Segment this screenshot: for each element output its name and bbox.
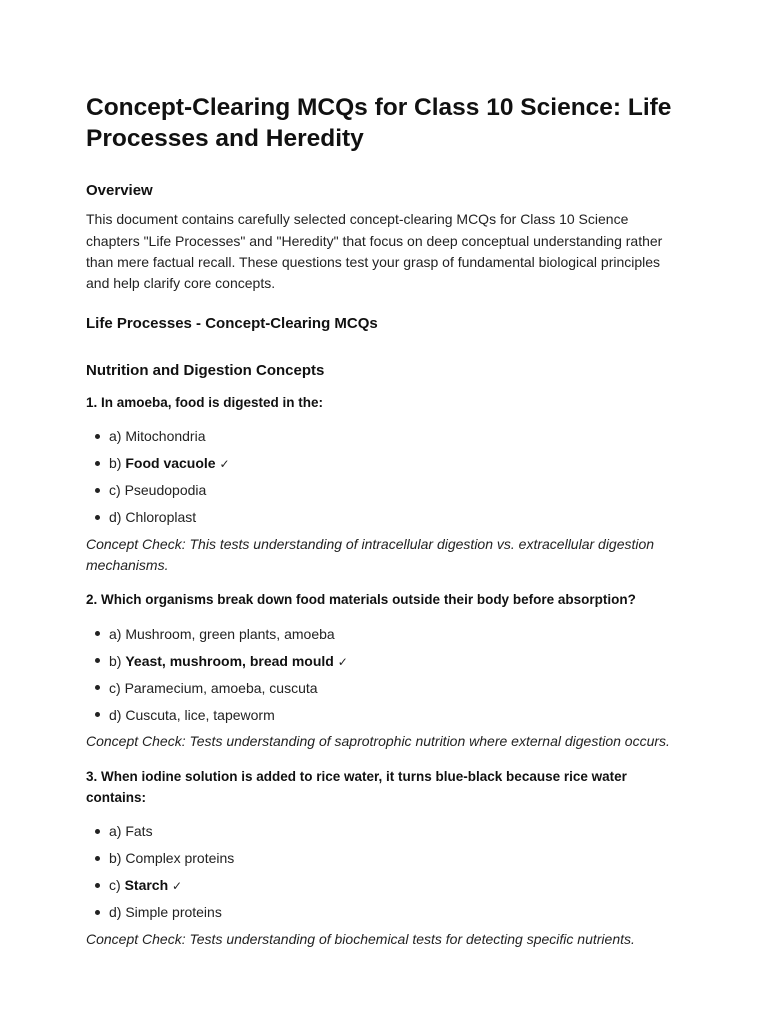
option — [86, 624, 682, 644]
bullet-icon — [95, 856, 100, 861]
question-block — [86, 766, 682, 950]
option-correct — [86, 453, 682, 473]
option — [86, 480, 682, 500]
question-text: 3. When iodine solution is added to rice water, it turns blue-black because rice water contains: — [86, 768, 627, 805]
option-text: Yeast, mushroom, bread mould — [125, 652, 334, 669]
overview-paragraph: This document contains carefully selected concept-clearing MCQs for Class 10 Science chapters "Life Processes" and "Heredity" that focus on deep conceptual understanding rather than mere factual recall. These questions test your grasp of fundamental biological principles and help clarify core concepts. — [86, 211, 663, 292]
checkmark-icon: ✓ — [172, 879, 183, 893]
option-text: Simple proteins — [125, 904, 222, 920]
option-text: Starch — [124, 877, 169, 893]
document-content — [86, 92, 682, 950]
option-text: Cuscuta, lice, tapeworm — [125, 706, 275, 723]
bullet-icon — [95, 461, 100, 466]
bullet-icon — [95, 515, 100, 520]
option-text: Paramecium, amoeba, cuscuta — [124, 679, 318, 696]
option-label: c) — [109, 877, 121, 893]
question-text: 2. Which organisms break down food materials outside their body before absorption? — [86, 592, 636, 607]
option-label: d) — [109, 904, 122, 920]
option — [86, 705, 682, 725]
option-label: d) — [109, 509, 122, 525]
question-block — [86, 589, 682, 752]
option-text: Pseudopodia — [124, 482, 207, 498]
option — [86, 821, 682, 841]
bullet-icon — [95, 631, 100, 636]
option-correct — [86, 651, 682, 671]
option-list — [86, 426, 682, 527]
question-block — [86, 392, 682, 576]
option-correct — [86, 875, 682, 895]
checkmark-icon: ✓ — [337, 654, 348, 669]
option-text: Chloroplast — [125, 509, 197, 525]
bullet-icon — [95, 685, 100, 690]
bullet-icon — [95, 712, 100, 717]
overview-heading: Overview — [86, 182, 153, 199]
option-label: a) — [109, 823, 122, 839]
checkmark-icon: ✓ — [219, 457, 230, 471]
option — [86, 426, 682, 446]
section-heading: Life Processes - Concept-Clearing MCQs — [86, 315, 378, 332]
option-text: Food vacuole — [125, 455, 216, 471]
option — [86, 902, 682, 922]
option-label: d) — [109, 706, 122, 723]
bullet-icon — [95, 658, 100, 663]
option-label: c) — [109, 679, 121, 696]
option — [86, 507, 682, 527]
option — [86, 678, 682, 698]
bullet-icon — [95, 488, 100, 493]
option-text: Mitochondria — [125, 428, 206, 444]
option-label: a) — [109, 428, 122, 444]
option-text: Mushroom, green plants, amoeba — [125, 625, 335, 642]
option — [86, 848, 682, 868]
bullet-icon — [95, 910, 100, 915]
document-title: Concept-Clearing MCQs for Class 10 Science: Life Processes and Heredity — [86, 94, 672, 152]
concept-check: Concept Check: This tests understanding of intracellular digestion vs. extracellular digestion mechanisms. — [86, 535, 655, 573]
option-text: Complex proteins — [125, 850, 235, 866]
concept-check: Concept Check: Tests understanding of biochemical tests for detecting specific nutrients. — [86, 930, 635, 947]
option-label: c) — [109, 482, 121, 498]
option-label: b) — [109, 652, 122, 669]
subsection-heading: Nutrition and Digestion Concepts — [86, 362, 325, 379]
option-label: a) — [109, 625, 122, 642]
option-list — [86, 624, 682, 725]
question-text: 1. In amoeba, food is digested in the: — [86, 394, 324, 410]
bullet-icon — [95, 829, 100, 834]
option-label: b) — [109, 455, 122, 471]
bullet-icon — [95, 434, 100, 439]
option-text: Fats — [125, 823, 153, 839]
concept-check: Concept Check: Tests understanding of saprotrophic nutrition where external digestion occurs. — [86, 733, 670, 749]
option-list — [86, 821, 682, 922]
option-label: b) — [109, 850, 122, 866]
bullet-icon — [95, 883, 100, 888]
